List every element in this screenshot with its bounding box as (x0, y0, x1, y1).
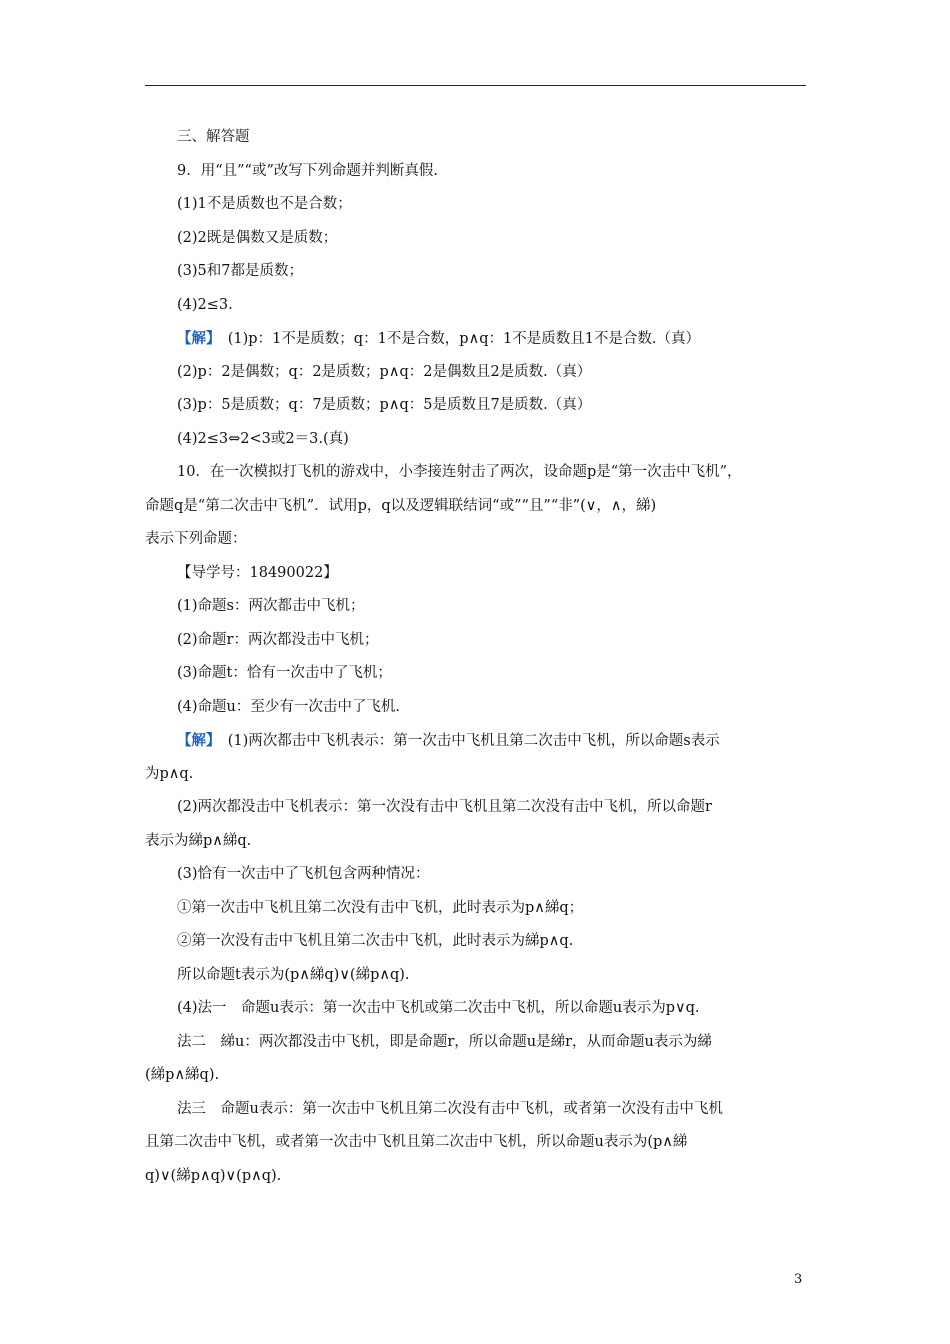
line-text: 表示下列命题： (145, 531, 247, 547)
text-line (145, 1126, 810, 1160)
answer-tag: 【解】 (177, 732, 214, 749)
text-line (145, 892, 810, 926)
text-line (145, 992, 810, 1026)
line-text: (1)1不是质数也不是合数； (177, 196, 352, 212)
line-text: (1)p：1不是质数；q：1不是合数，p∧q：1不是质数且1不是合数.（真） (213, 331, 701, 347)
text-line (145, 791, 810, 825)
line-text: ①第一次击中飞机且第二次没有击中飞机，此时表示为p∧綈q； (177, 899, 584, 916)
line-text: 【导学号：18490022】 (177, 564, 338, 581)
text-line (145, 724, 810, 758)
line-text: (3)p：5是质数；q：7是质数；p∧q：5是质数且7是质数.（真） (177, 397, 592, 413)
text-line (145, 758, 810, 792)
line-text: (1)两次都击中飞机表示：第一次击中飞机且第二次击中飞机，所以命题s表示 (213, 733, 720, 749)
document-body (145, 121, 810, 1193)
text-line (145, 557, 810, 591)
text-line (145, 423, 810, 457)
line-text: (3)5和7都是质数； (177, 263, 303, 279)
line-text: (2)2既是偶数又是质数； (177, 229, 338, 246)
text-line (145, 624, 810, 658)
text-line (145, 322, 810, 356)
header-rule (145, 85, 806, 86)
line-text: q)∨(綈p∧q)∨(p∧q). (145, 1167, 282, 1184)
line-text: 表示为綈p∧綈q. (145, 832, 252, 849)
line-text: 9．用“且”“或”改写下列命题并判断真假. (177, 162, 438, 179)
text-line (145, 1059, 810, 1093)
text-line (145, 858, 810, 892)
text-line (145, 1093, 810, 1127)
line-text: (2)p：2是偶数；q：2是质数；p∧q：2是偶数且2是质数.（真） (177, 363, 592, 380)
page-number: 3 (794, 1272, 803, 1287)
line-text: (1)命题s：两次都击中飞机； (177, 598, 365, 614)
text-line (145, 1160, 810, 1194)
answer-tag: 【解】 (177, 330, 214, 347)
text-line (145, 121, 810, 155)
text-line (145, 490, 810, 524)
line-text: (3)恰有一次击中了飞机包含两种情况： (177, 866, 430, 882)
text-line (145, 389, 810, 423)
line-text: 所以命题t表示为(p∧綈q)∨(綈p∧q). (177, 966, 410, 983)
line-text: 为p∧q. (145, 765, 194, 782)
line-text: (4)2≤3⇔2<3或2＝3.(真) (177, 430, 349, 447)
line-text: 10．在一次模拟打飞机的游戏中，小李接连射击了两次，设命题p是“第一次击中飞机”， (177, 464, 742, 480)
line-text: (2)两次都没击中飞机表示：第一次没有击中飞机且第二次没有击中飞机，所以命题r (177, 799, 712, 815)
line-text: 三、解答题 (177, 129, 250, 145)
text-line (145, 959, 810, 993)
text-line (145, 657, 810, 691)
text-line (145, 289, 810, 323)
line-text: (4)法一 命题u表示：第一次击中飞机或第二次击中飞机，所以命题u表示为p∨q. (177, 1000, 700, 1016)
text-line (145, 222, 810, 256)
text-line (145, 188, 810, 222)
line-text: (3)命题t：恰有一次击中了飞机； (177, 665, 392, 681)
text-line (145, 523, 810, 557)
text-line (145, 155, 810, 189)
line-text: (4)2≤3. (177, 296, 233, 313)
text-line (145, 356, 810, 390)
line-text: ②第一次没有击中飞机且第二次击中飞机，此时表示为綈p∧q. (177, 933, 574, 949)
line-text: 法三 命题u表示：第一次击中飞机且第二次没有击中飞机，或者第一次没有击中飞机 (177, 1100, 723, 1117)
line-text: (2)命题r：两次都没击中飞机； (177, 631, 379, 648)
text-line (145, 1026, 810, 1060)
line-text: 命题q是“第二次击中飞机”．试用p，q以及逻辑联结词“或”“且”“非”(∨，∧，綈) (145, 497, 657, 514)
line-text: 法二 綈u：两次都没击中飞机，即是命题r，所以命题u是綈r，从而命题u表示为綈 (177, 1033, 712, 1050)
text-line (145, 825, 810, 859)
line-text: (綈p∧綈q). (145, 1067, 220, 1083)
text-line (145, 691, 810, 725)
line-text: (4)命题u：至少有一次击中了飞机. (177, 698, 400, 715)
text-line (145, 255, 810, 289)
text-line (145, 590, 810, 624)
text-line (145, 456, 810, 490)
text-line (145, 925, 810, 959)
line-text: 且第二次击中飞机，或者第一次击中飞机且第二次击中飞机，所以命题u表示为(p∧綈 (145, 1134, 688, 1150)
